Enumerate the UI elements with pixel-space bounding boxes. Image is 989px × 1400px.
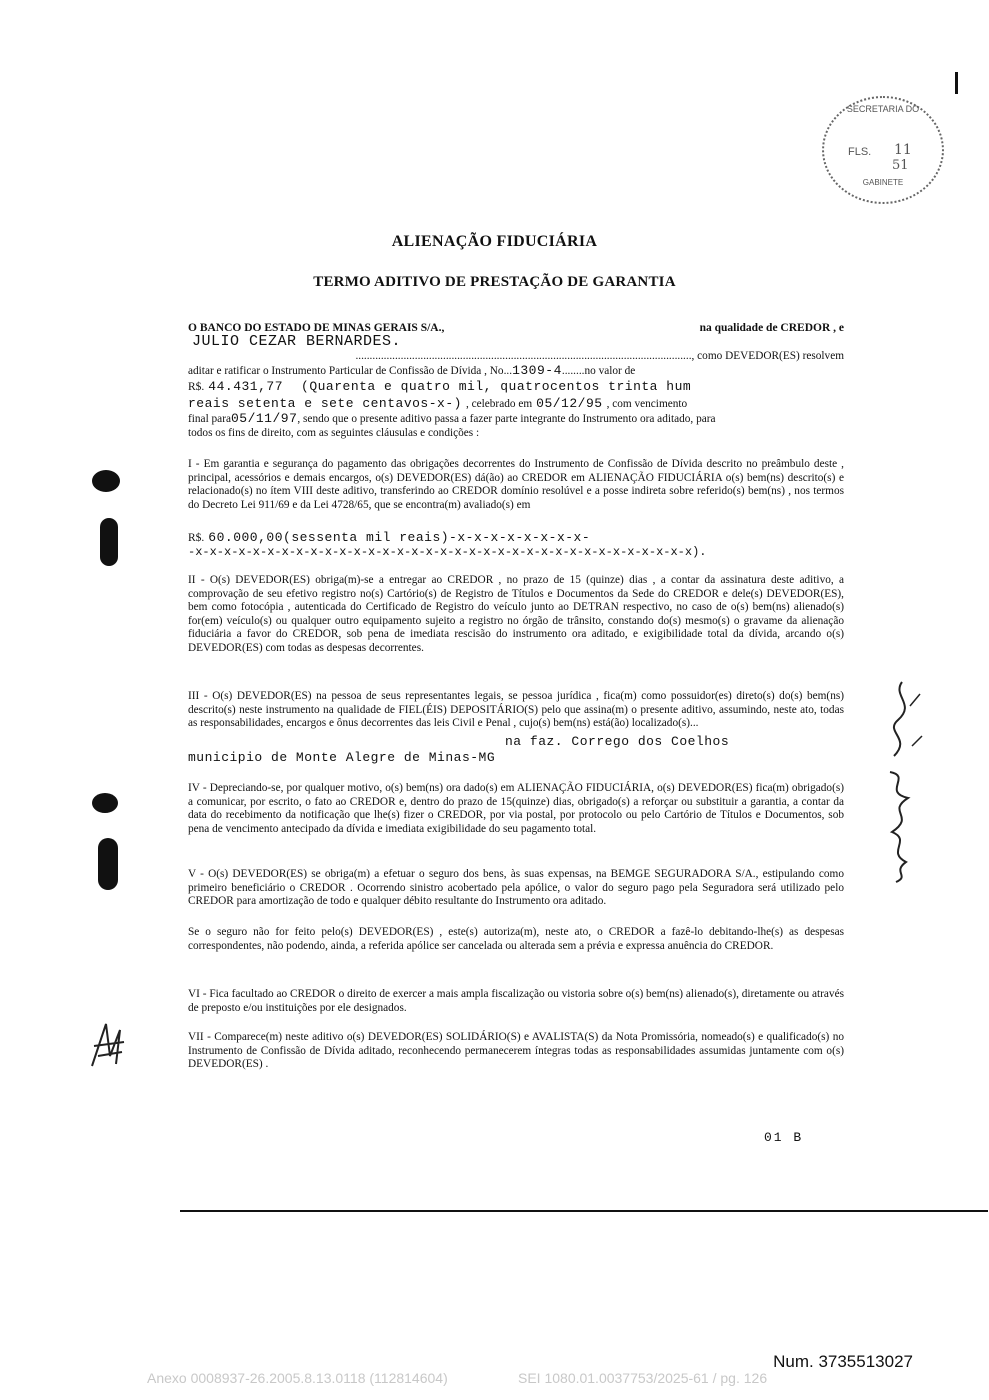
document-subtitle: TERMO ADITIVO DE PRESTAÇÃO DE GARANTIA bbox=[313, 274, 676, 290]
stamp-fls-label: FLS. bbox=[848, 146, 872, 158]
clause-5-insurance: Se o seguro não for feito pelo(s) DEVEDOR(ES) , este(s) autoriza(m), neste ato, o CREDOR a fazê-lo debitando-lhe(s) as despesas correspondentes, não podendo, ainda, a referida apólice ser cancelada ou alterada sem a prévia e expressa anuência do CREDOR. bbox=[188, 926, 844, 952]
debtor-name: JULIO CEZAR BERNARDES. bbox=[192, 333, 402, 350]
intro-line3: ......................................................................................................................., como DEVEDOR(ES) resolvem bbox=[355, 350, 844, 362]
annex-reference: Anexo 0008937-26.2005.8.13.0118 (112814604) bbox=[147, 1370, 448, 1386]
intro-line4: aditar e ratificar o Instrumento Particular de Confissão de Dívida , No...1309-4........no valor de bbox=[188, 363, 636, 378]
document-number: Num. 3735513027 bbox=[773, 1352, 913, 1371]
corner-mark bbox=[955, 72, 958, 94]
punch-hole-mark bbox=[92, 793, 118, 813]
collateral-value: 60.000,00 bbox=[208, 530, 284, 545]
intro-line7: todos os fins de direito, com as seguintes cláusulas e condições : bbox=[188, 427, 480, 439]
contract-number: 1309-4 bbox=[512, 363, 562, 378]
celebrated-date: 05/12/95 bbox=[536, 396, 603, 411]
document-title: ALIENAÇÃO FIDUCIÁRIA bbox=[391, 233, 598, 250]
stamp-fls-number: 11 bbox=[894, 142, 912, 158]
page-bottom-rule bbox=[180, 1210, 988, 1212]
clause-1: I - Em garantia e segurança do pagamento das obrigações decorrentes do Instrumento de Confissão de Dívida descrito no preâmbulo deste , principal, acessórios e demais encargos, o(s) DEVEDOR(ES) dá(ão) ao CREDOR em ALIENAÇÃO FIDUCIÁRIA o(s) bem(ns) descrito(s) e relacionado(s) no ítem VIII deste aditivo, transferindo ao CREDOR domínio resolúvel e a posse indireta sobre referido(s) bem(ns) , nos termos do Decreto Lei 911/69 e da Lei 4728/65, que se encontra(m) avaliado(s) em bbox=[188, 458, 844, 511]
stamp-mark: 51 bbox=[892, 158, 909, 173]
amount-words-1: (Quarenta e quatro mil, quatrocentos trinta hum bbox=[301, 379, 692, 394]
clause-6: VI - Fica facultado ao CREDOR o direito de exercer a mais ampla fiscalização ou vistoria sobre o(s) bem(ns) alienado(s), diretamente ou através de preposto e/ou instituições por ele designados. bbox=[188, 988, 844, 1014]
stamp-top-text: SECRETARIA DO bbox=[846, 104, 920, 114]
clause-3: III - O(s) DEVEDOR(ES) na pessoa de seus representantes legais, se pessoa jurídica , fica(m) como possuidor(es) direto(s) do(s) bem(ns) descrito(s) neste instrumento na qualidade de FIEL(ÉIS) DEPOSITÁRIO(S) pelo que assina(m) o presente aditivo, assumindo, neste ato, todas as responsabilidades, encargos e ônus decorrentes das leis Civil e Penal , cujo(s) bem(ns) está(ão) localizado(s)... bbox=[188, 690, 844, 730]
page-code: 01 B bbox=[764, 1130, 804, 1145]
maturity-line: final para05/11/97, sendo que o presente aditivo passa a fazer parte integrante do Instrumento ora aditado, para bbox=[188, 411, 716, 426]
protocol-stamp bbox=[822, 96, 944, 204]
maturity-date: 05/11/97 bbox=[230, 411, 298, 426]
amount-line: R$. 44.431,77 (Quarenta e quatro mil, quatrocentos trinta hum bbox=[188, 379, 692, 394]
creditor-bank: O BANCO DO ESTADO DE MINAS GERAIS S/A., bbox=[188, 322, 445, 334]
clause-7: VII - Comparece(m) neste aditivo o(s) DEVEDOR(ES) SOLIDÁRIO(S) e AVALISTA(S) da Nota Promissória, nomeado(s) e qualificado(s) no Instrumento de Confissão de Dívida aditado, reconhecendo permanecerem íntegras todas as responsabilidades assumidas juntamente com o(s) DEVEDOR(ES) . bbox=[188, 1031, 844, 1071]
creditor-role: na qualidade de CREDOR , e bbox=[699, 322, 844, 334]
clause-2: II - O(s) DEVEDOR(ES) obriga(m)-se a entregar ao CREDOR , no prazo de 15 (quinze) dias , a contar da assinatura deste aditivo, a comprovação de seu efetivo registro no(s) Cartório(s) de Registro de Títulos e Documentos da Sede do CREDOR e dele(s) DEVEDOR(ES), bem como fotocópia , autenticada do Certificado de Registro do veículo junto ao DETRAN respectivo, no caso de o(s) bem(ns) alienado(s) for(em) veículo(s) ou qualquer outro equipamento sujeito a registro no órgão de trânsito, constando do(s) mesmo(s) o gravame da alienação fiduciária a favor do CREDOR, sob pena de imediata rescisão do instrumento ora aditado, e exigibilidade total da dívida, arcando o(s) DEVEDOR(ES) com todas as despesas decorrentes. bbox=[188, 574, 844, 654]
stamp-bottom-text: GABINETE bbox=[862, 178, 904, 187]
collateral-value-fill: -x-x-x-x-x-x-x-x-x-x-x-x-x-x-x-x-x-x-x-x-x-x-x-x-x-x-x-x-x-x-x-x-x-x-x). bbox=[188, 545, 707, 559]
clause-1-value: R$. 60.000,00(sessenta mil reais)-x-x-x-x-x-x-x-x- bbox=[188, 530, 591, 545]
handwritten-signature bbox=[872, 676, 932, 886]
clause-5: V - O(s) DEVEDOR(ES) se obriga(m) a efetuar o seguro dos bens, às suas expensas, na BEMGE SEGURADORA S/A., estipulando como primeiro beneficiário o CREDOR . Ocorrendo sinistro acobertado pela apólice, o valor do seguro pago pela Seguradora será utilizado pelo CREDOR para amortização de todo e qualquer débito resultante do Instrumento ora aditado. bbox=[188, 868, 844, 908]
collateral-value-words: (sessenta mil reais)-x-x-x-x-x-x-x-x- bbox=[283, 530, 591, 545]
punch-hole-mark bbox=[98, 838, 118, 890]
asset-location-2: municipio de Monte Alegre de Minas-MG bbox=[188, 750, 496, 765]
initials-signature bbox=[86, 1016, 130, 1072]
asset-location-1: na faz. Corrego dos Coelhos bbox=[505, 734, 730, 749]
sei-reference: SEI 1080.01.0037753/2025-61 / pg. 126 bbox=[518, 1370, 768, 1386]
amount-value: 44.431,77 bbox=[208, 379, 284, 394]
punch-hole-mark bbox=[100, 518, 118, 566]
amount-words-2: reais setenta e sete centavos-x-) bbox=[188, 396, 462, 411]
amount-line-2: reais setenta e sete centavos-x-) , celebrado em 05/12/95 , com vencimento bbox=[188, 396, 688, 411]
clause-4: IV - Depreciando-se, por qualquer motivo, o(s) bem(ns) ora dado(s) em ALIENAÇÃO FIDUCIÁRIA, o(s) DEVEDOR(ES) fica(m) obrigado(s) a comunicar, por escrito, o fato ao CREDOR e, dentro do prazo de 15(quinze) dias, obrigado(s) a reforçar ou substituir a garantia, a contar da data do recebimento da notificação que lhe(s) fizer o CREDOR, por via postal, por protocolo ou pelo Cartório de Títulos e Documentos, sob pena de vencimento antecipado da dívida e imediata exigibilidade do seu pagamento total. bbox=[188, 782, 844, 835]
punch-hole-mark bbox=[92, 470, 120, 492]
